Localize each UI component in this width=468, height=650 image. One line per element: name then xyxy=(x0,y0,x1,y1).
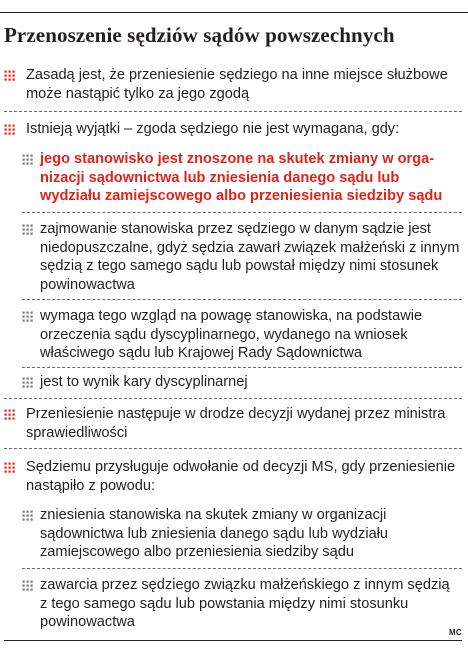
list-item xyxy=(4,120,399,139)
grid-dot xyxy=(23,378,25,380)
grid-dot xyxy=(9,129,11,131)
grid-dot xyxy=(5,463,7,465)
grid-dot xyxy=(23,585,25,587)
grid-dot xyxy=(23,515,25,517)
grid-dot xyxy=(13,129,15,131)
grid-dot xyxy=(5,75,7,77)
grid-dot xyxy=(31,386,33,388)
list-item xyxy=(4,405,445,442)
grid-dots-gray-icon xyxy=(22,224,33,235)
item-line: jest to wynik kary dyscyplinarnej xyxy=(40,374,248,390)
grid-dot xyxy=(23,312,25,314)
grid-dot xyxy=(13,414,15,416)
item-line: sprawiedliwości xyxy=(26,424,128,441)
grid-dot xyxy=(31,511,33,513)
grid-dot xyxy=(27,159,29,161)
grid-dot xyxy=(9,75,11,77)
source-credit: MC xyxy=(448,628,462,637)
grid-dot xyxy=(23,511,25,513)
sub-list-item-emphasis xyxy=(22,150,442,206)
item-line: zawarcia przez sędziego związku małżeńskiego z innym sędzią xyxy=(40,577,450,593)
grid-dot xyxy=(13,463,15,465)
grid-dot xyxy=(27,386,29,388)
item-line: Przeniesienie następuje w drodze decyzji wydanej przez ministra xyxy=(26,406,446,422)
sub-list-item xyxy=(22,506,388,562)
grid-dots-gray-icon xyxy=(22,580,33,591)
grid-dots-gray-icon xyxy=(22,154,33,165)
grid-dot xyxy=(13,418,15,420)
grid-dot xyxy=(23,155,25,157)
grid-dot xyxy=(9,79,11,81)
grid-dot xyxy=(9,410,11,412)
grid-dot xyxy=(13,71,15,73)
grid-dot xyxy=(13,133,15,135)
grid-dot xyxy=(27,515,29,517)
grid-dot xyxy=(23,519,25,521)
grid-dot xyxy=(23,320,25,322)
grid-dot xyxy=(9,463,11,465)
item-line: Sędziemu przysługuje odwołanie od decyzji MS, gdy przeniesienie xyxy=(26,459,456,475)
grid-dot xyxy=(31,519,33,521)
item-line: Istnieją wyjątki – zgoda sędziego nie jest wymagana, gdy: xyxy=(26,121,400,137)
item-line: sędzią z tego samego sądu lub powstał między nimi stosunek xyxy=(40,258,439,274)
grid-dot xyxy=(23,589,25,591)
item-line: zamiejscowego albo przeniesienia siedziby sądu xyxy=(40,544,354,560)
item-line: z tego samego sądu lub powstania między nimi stosunku xyxy=(40,595,409,612)
grid-dots-red-icon xyxy=(4,70,15,81)
grid-dot xyxy=(23,581,25,583)
grid-dot xyxy=(27,163,29,165)
top-rule xyxy=(0,12,468,13)
grid-dot xyxy=(9,467,11,469)
item-line: nastąpiło z powodu: xyxy=(26,477,155,494)
grid-dot xyxy=(27,320,29,322)
grid-dots-red-icon xyxy=(4,124,15,135)
grid-dot xyxy=(9,125,11,127)
sub-list-item xyxy=(22,576,450,632)
grid-dot xyxy=(5,418,7,420)
grid-dot xyxy=(23,163,25,165)
item-line: zajmowanie stanowiska przez sędziego w danym sądzie jest xyxy=(40,221,431,237)
grid-dot xyxy=(31,159,33,161)
grid-dot xyxy=(27,382,29,384)
grid-dot xyxy=(27,511,29,513)
grid-dot xyxy=(31,233,33,235)
grid-dot xyxy=(23,382,25,384)
grid-dot xyxy=(13,79,15,81)
divider xyxy=(4,398,462,399)
grid-dot xyxy=(31,155,33,157)
grid-dot xyxy=(5,133,7,135)
item-line: Zasadą jest, że przeniesienie sędziego na inne miejsce służbowe xyxy=(26,67,448,83)
grid-dots-gray-icon xyxy=(22,510,33,521)
grid-dot xyxy=(27,585,29,587)
grid-dots-gray-icon xyxy=(22,377,33,388)
grid-dot xyxy=(5,410,7,412)
divider xyxy=(4,111,462,112)
grid-dot xyxy=(23,159,25,161)
divider xyxy=(22,299,462,300)
grid-dot xyxy=(27,233,29,235)
list-item xyxy=(4,66,448,103)
grid-dot xyxy=(13,75,15,77)
grid-dot xyxy=(27,378,29,380)
grid-dots-gray-icon xyxy=(22,311,33,322)
sub-list-item xyxy=(22,307,422,363)
grid-dot xyxy=(27,316,29,318)
grid-dot xyxy=(31,589,33,591)
grid-dot xyxy=(31,316,33,318)
grid-dot xyxy=(23,229,25,231)
grid-dot xyxy=(27,312,29,314)
grid-dot xyxy=(31,225,33,227)
divider xyxy=(22,568,462,569)
grid-dot xyxy=(5,471,7,473)
grid-dot xyxy=(13,471,15,473)
grid-dot xyxy=(13,125,15,127)
item-line: wymaga tego wzgląd na powagę stanowiska, na podstawie xyxy=(40,308,423,324)
page-title: Przenoszenie sędziów sądów powszechnych xyxy=(4,23,395,47)
grid-dot xyxy=(31,382,33,384)
grid-dot xyxy=(23,233,25,235)
item-line: powinowactwa xyxy=(40,614,135,630)
item-line: właściwego sądu lub Krajowej Rady Sądownictwa xyxy=(40,345,363,361)
grid-dot xyxy=(23,225,25,227)
grid-dot xyxy=(5,467,7,469)
grid-dot xyxy=(9,133,11,135)
item-line: niedopuszczalne, gdyż sędzia zawarł związek małżeński z innym xyxy=(40,239,460,256)
grid-dot xyxy=(9,414,11,416)
grid-dot xyxy=(5,414,7,416)
bottom-rule xyxy=(4,640,462,641)
list-item xyxy=(4,458,455,495)
grid-dot xyxy=(31,229,33,231)
grid-dot xyxy=(31,320,33,322)
grid-dot xyxy=(31,312,33,314)
grid-dot xyxy=(27,229,29,231)
divider xyxy=(22,367,462,368)
item-line: sądownictwa lub zniesienia danego sądu lub wydziału xyxy=(40,525,389,542)
item-line: zniesienia stanowiska na skutek zmiany w organizacji xyxy=(40,507,387,523)
grid-dot xyxy=(27,519,29,521)
grid-dot xyxy=(31,585,33,587)
grid-dot xyxy=(31,581,33,583)
grid-dot xyxy=(23,316,25,318)
grid-dot xyxy=(27,155,29,157)
item-line: jego stanowisko jest znoszone na skutek zmiany w orga- xyxy=(40,151,435,167)
grid-dots-red-icon xyxy=(4,409,15,420)
grid-dots-red-icon xyxy=(4,462,15,473)
grid-dot xyxy=(31,378,33,380)
grid-dot xyxy=(13,410,15,412)
item-line: powinowactwa xyxy=(40,276,135,293)
grid-dot xyxy=(31,163,33,165)
divider xyxy=(22,212,462,213)
grid-dot xyxy=(27,589,29,591)
item-line: może nastąpić tylko za jego zgodą xyxy=(26,85,250,102)
item-line: orzeczenia sądu dyscyplinarnego, wydanego na wniosek xyxy=(40,326,408,343)
grid-dot xyxy=(9,418,11,420)
grid-dot xyxy=(27,225,29,227)
grid-dot xyxy=(27,581,29,583)
item-line: nizacji sądownictwa lub zniesienia danego sądu lub xyxy=(40,169,400,186)
grid-dot xyxy=(5,71,7,73)
grid-dot xyxy=(9,471,11,473)
item-line: wydziału zamiejscowego albo przeniesienia siedziby sądu xyxy=(40,188,443,204)
grid-dot xyxy=(31,515,33,517)
grid-dot xyxy=(5,129,7,131)
sub-list-item xyxy=(22,373,248,392)
sub-list-item xyxy=(22,220,459,294)
divider xyxy=(4,448,462,449)
grid-dot xyxy=(13,467,15,469)
grid-dot xyxy=(5,79,7,81)
grid-dot xyxy=(23,386,25,388)
grid-dot xyxy=(5,125,7,127)
grid-dot xyxy=(9,71,11,73)
